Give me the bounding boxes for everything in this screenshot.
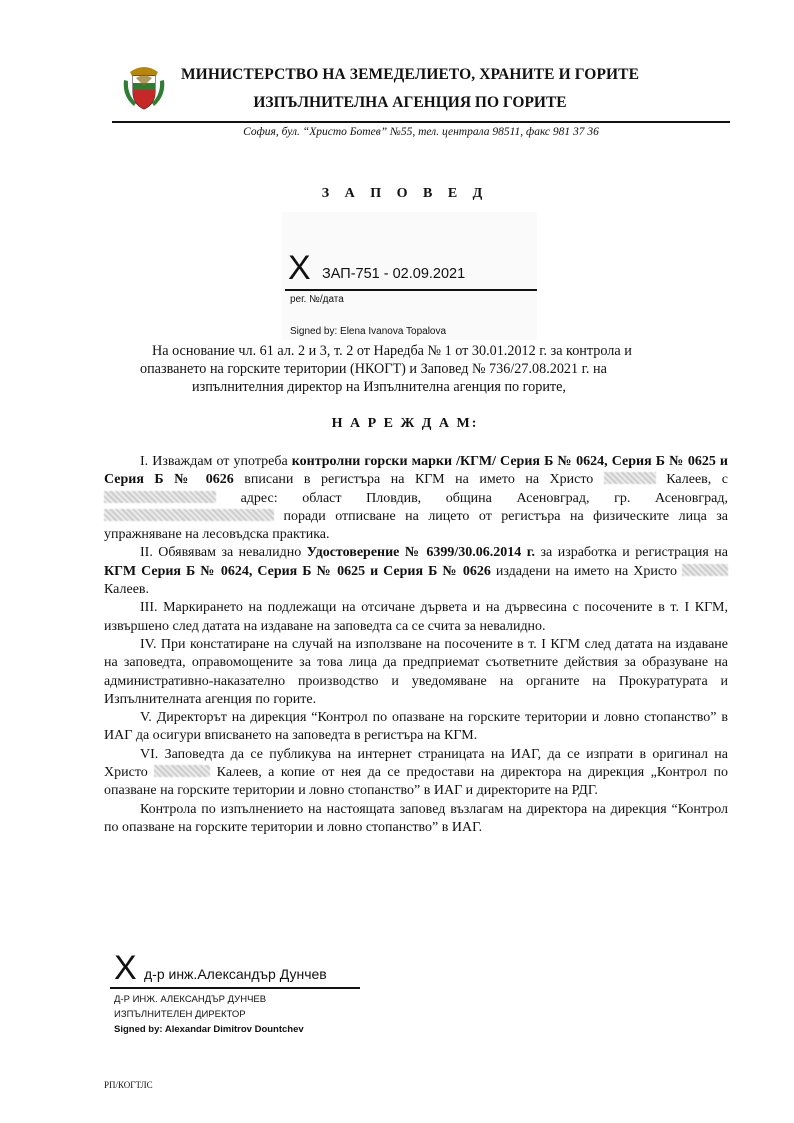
paragraph-1-text-4: адрес: област Пловдив, община Асеновград, гр. Асеновград, — [216, 490, 728, 506]
agency-address: София, бул. “Христо Ботев” №55, тел. централа 98511, факс 981 37 36 — [243, 126, 599, 138]
order-body — [104, 453, 728, 837]
redacted-name — [604, 472, 656, 484]
paragraph-2-bold-2: КГМ Серия Б № 0624, Серия Б № 0625 и Серия Б № 0626 — [104, 563, 491, 579]
signature-x-mark: X — [288, 249, 311, 287]
order-heading: Н А Р Е Ж Д А М: — [331, 416, 479, 431]
document-title: З А П О В Е Д — [321, 186, 489, 201]
paragraph-2-text-3: издадени на името на Христо — [490, 563, 682, 579]
director-signature-line — [110, 987, 360, 989]
paragraph-1-text-3: Калеев, с — [655, 472, 728, 488]
paragraph-1-text-2: вписани в регистъра на КГМ на името на Христо — [233, 472, 604, 488]
director-name: Д-Р ИНЖ. АЛЕКСАНДЪР ДУНЧЕВ — [114, 994, 267, 1005]
redacted-id — [104, 491, 216, 503]
preamble-line-2: опазването на горските територии (НКОГТ) и Заповед № 736/27.08.2021 г. на — [140, 361, 607, 377]
paragraph-1 — [104, 453, 728, 544]
paragraph-1-bold: контролни горски марки /КГМ/ Серия Б № 0624, Серия Б № 0625 и Серия Б № 0626 — [104, 454, 728, 488]
redacted-street — [104, 509, 274, 521]
header-divider — [112, 121, 730, 123]
redacted-name-3 — [154, 765, 210, 777]
paragraph-1-text-5: поради отписване на лицето от регистъра на физическите лица за упражняване на лесовъдска практика. — [104, 508, 728, 543]
paragraph-2-bold: Удостоверение № 6399/30.06.2014 г. — [306, 545, 536, 561]
paragraph-2-text-2: за изработка и регистрация на — [535, 545, 728, 561]
agency-name: ИЗПЪЛНИТЕЛНА АГЕНЦИЯ ПО ГОРИТЕ — [253, 94, 567, 111]
paragraph-2-text-4: Калеев. — [104, 582, 150, 598]
registration-number: ЗАП-751 - 02.09.2021 — [322, 266, 466, 282]
director-signature-x-mark: X — [114, 949, 137, 987]
paragraph-4: IV. При констатиране на случай на използване на посочените в т. I КГМ след датата на издаване на заповедта, оправомощените за това лица да предприемат съответните действия за образуване на административно-наказателно производство и уведомяване на органите на Прокуратурата и Изпълнителната агенция по горите. — [104, 636, 728, 707]
paragraph-3: III. Маркирането на подлежащи на отсичане дървета и на дървесина с посочените в т. I КГМ, извършено след датата на издаване на заповедта са се счита за невалидно. — [104, 600, 728, 634]
paragraph-1-text: I. Изваждам от употреба — [140, 454, 292, 469]
signature-line — [285, 289, 537, 291]
paragraph-7: Контрола по изпълнението на настоящата заповед възлагам на директора на дирекция “Контрол по опазване на горските територии и ловно стопанство” в ИАГ. — [104, 801, 728, 835]
paragraph-6-text: VI. Заповедта да се публикува на интернет страницата на ИАГ, да се изпрати в оригинал на Христо — [104, 746, 728, 781]
coat-of-arms-icon — [120, 64, 168, 112]
registration-caption: рег. №/дата — [290, 294, 344, 305]
director-signed-by: Signed by: Alexandar Dimitrov Dountchev — [114, 1024, 304, 1035]
paragraph-2-text: II. Обявявам за невалидно — [140, 545, 307, 561]
director-position: ИЗПЪЛНИТЕЛЕН ДИРЕКТОР — [114, 1009, 246, 1020]
preamble-line-1: На основание чл. 61 ал. 2 и 3, т. 2 от Наредба № 1 от 30.01.2012 г. за контрола и — [152, 343, 632, 359]
paragraph-6 — [104, 746, 728, 801]
ministry-name: МИНИСТЕРСТВО НА ЗЕМЕДЕЛИЕТО, ХРАНИТЕ И ГОРИТЕ — [180, 66, 640, 83]
paragraph-2 — [104, 544, 728, 599]
preamble-line-3: изпълнителния директор на Изпълнителна агенция по горите, — [192, 379, 566, 395]
redacted-name-2 — [682, 564, 728, 576]
paragraph-6-text-2: Калеев, а копие от нея да се предостави на директора на дирекция „Контрол по опазване на горските територии и ловно стопанство” в ИАГ и директорите на РДГ. — [104, 765, 728, 799]
paragraph-5: V. Директорът на дирекция “Контрол по опазване на горските територии и ловно стопанство” в ИАГ да осигури вписването на заповедта в регистъра на КГМ. — [104, 710, 728, 744]
registration-signed-by: Signed by: Elena Ivanova Topalova — [290, 326, 447, 337]
director-signature-name: д-р инж.Александър Дунчев — [144, 966, 327, 982]
footer-code: РП/КОГТЛС — [104, 1080, 153, 1090]
